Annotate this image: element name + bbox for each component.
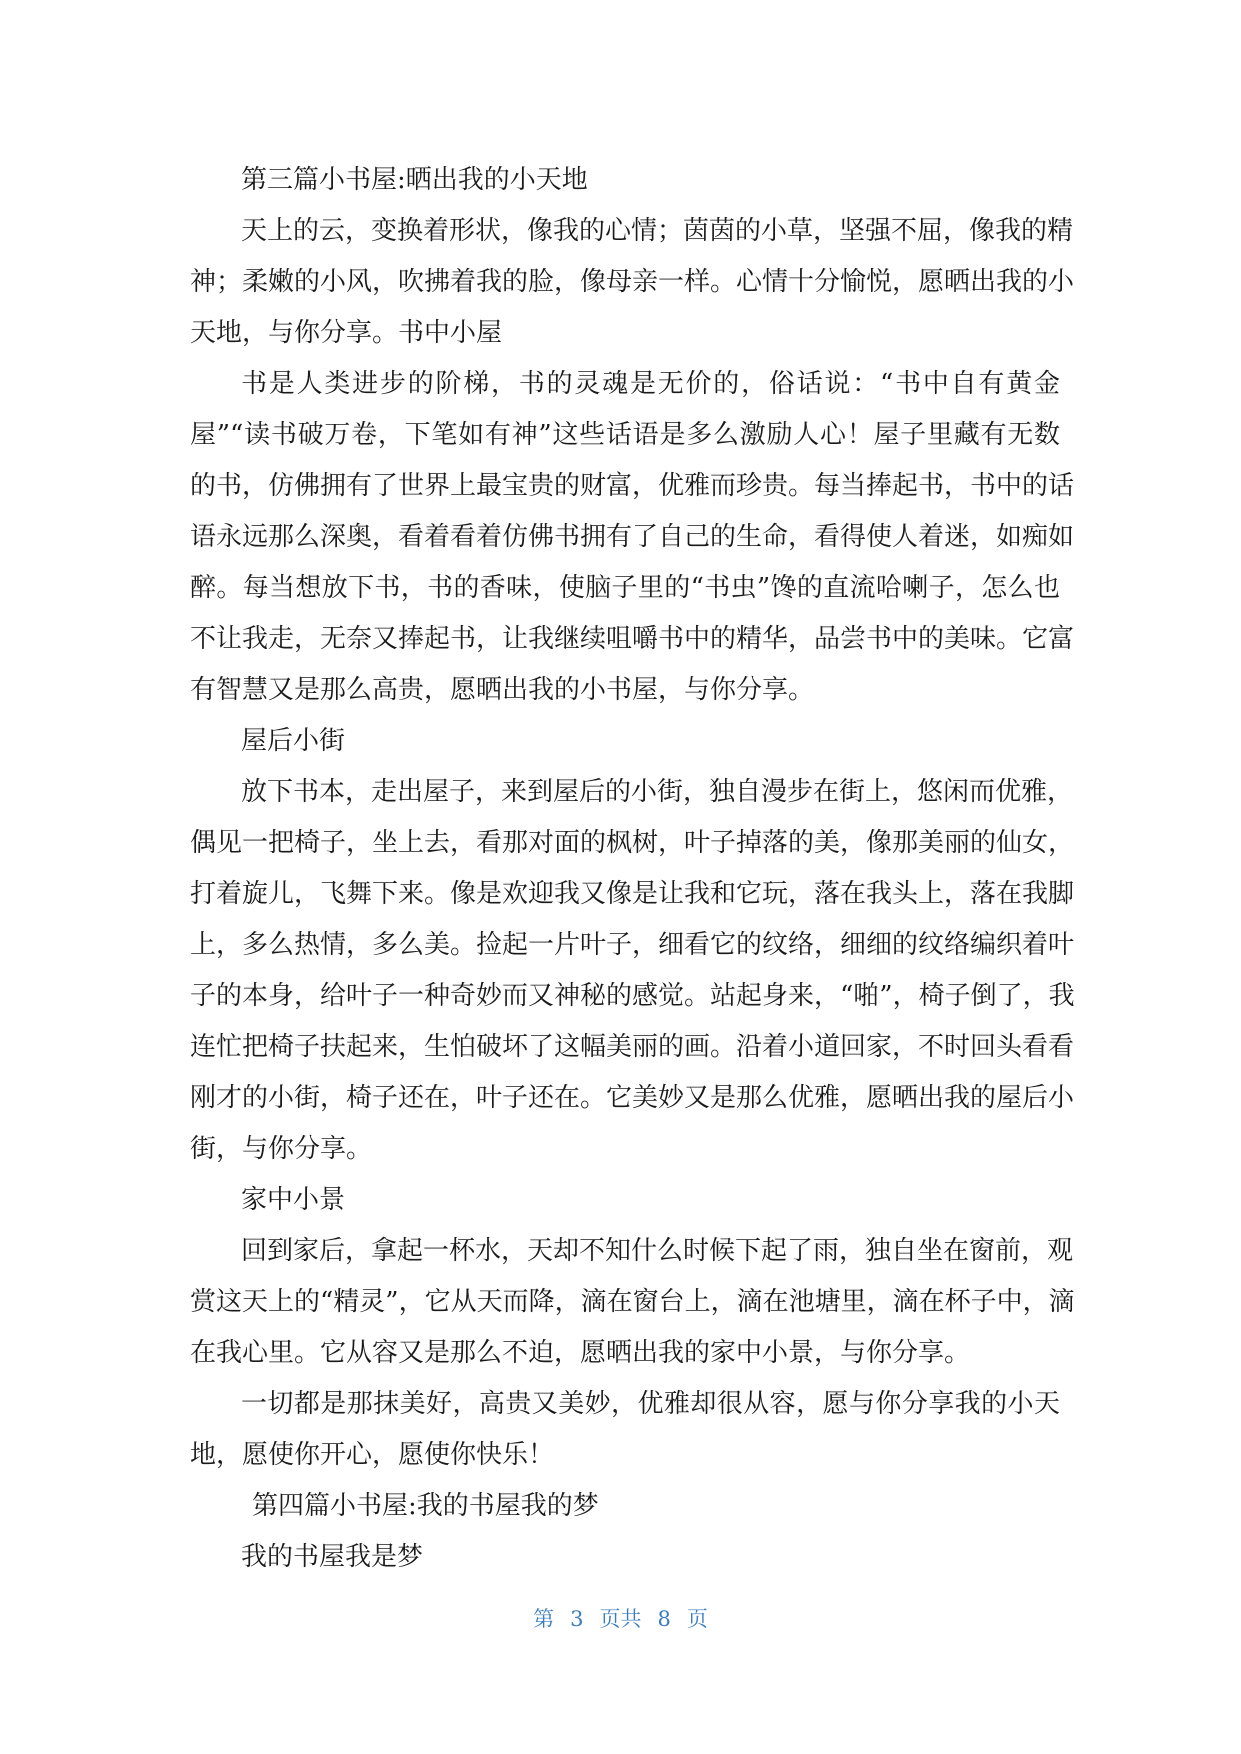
- paragraph-line: 回到家后，拿起一杯水，天却不知什么时候下起了雨，独自坐在窗前，观: [241, 1236, 1074, 1266]
- paragraph-line: 神；柔嫩的小风，吹拂着我的脸，像母亲一样。心情十分愉悦，愿晒出我的小: [190, 267, 1075, 297]
- paragraph-line: 不让我走，无奈又捧起书，让我继续咀嚼书中的精华，品尝书中的美味。它富: [190, 624, 1075, 654]
- paragraph-line: 我的书屋我是梦: [241, 1542, 424, 1572]
- paragraph-line: 地，愿使你开心，愿使你快乐！: [190, 1440, 555, 1470]
- paragraph-line: 屋”“读书破万卷，下笔如有神”这些话语是多么激励人心！屋子里藏有无数: [190, 420, 1060, 450]
- total-pages-number: 8: [657, 1607, 671, 1631]
- page-footer: [0, 1603, 1241, 1633]
- subheading-wuhou-xiaojie: 屋后小街: [241, 726, 346, 756]
- page-label-prefix: 第: [533, 1607, 555, 1631]
- paragraph-line: 连忙把椅子扶起来，生怕破坏了这幅美丽的画。沿着小道回家，不时回头看看: [190, 1032, 1075, 1062]
- page-label-suffix: 页: [686, 1607, 708, 1631]
- paragraph-line: 语永远那么深奥，看着看着仿佛书拥有了自己的生命，看得使人着迷，如痴如: [190, 522, 1075, 552]
- paragraph-line: 刚才的小街，椅子还在，叶子还在。它美妙又是那么优雅，愿晒出我的屋后小: [190, 1083, 1075, 1113]
- paragraph-line: 的书，仿佛拥有了世界上最宝贵的财富，优雅而珍贵。每当捧起书，书中的话: [190, 471, 1075, 501]
- section-heading-3: 第三篇小书屋:晒出我的小天地: [241, 165, 588, 195]
- page-label-middle: 页共: [599, 1607, 642, 1631]
- paragraph-line: 放下书本，走出屋子，来到屋后的小街，独自漫步在街上，悠闲而优雅，: [241, 777, 1074, 807]
- document-body: [190, 155, 1075, 1583]
- paragraph-line: 天上的云，变换着形状，像我的心情；茵茵的小草，坚强不屈，像我的精: [241, 216, 1074, 246]
- subheading-jiazhong-xiaojing: 家中小景: [241, 1185, 346, 1215]
- paragraph-line: 偶见一把椅子，坐上去，看那对面的枫树，叶子掉落的美，像那美丽的仙女，: [190, 828, 1075, 858]
- paragraph-line: 在我心里。它从容又是那么不迫，愿晒出我的家中小景，与你分享。: [190, 1338, 971, 1368]
- paragraph-line: 赏这天上的“精灵”，它从天而降，滴在窗台上，滴在池塘里，滴在杯子中，滴: [190, 1287, 1075, 1317]
- paragraph-line: 上，多么热情，多么美。捡起一片叶子，细看它的纹络，细细的纹络编织着叶: [190, 930, 1075, 960]
- paragraph-line: 天地，与你分享。书中小屋: [190, 318, 503, 348]
- current-page-number: 3: [570, 1607, 584, 1631]
- section-heading-4: 第四篇小书屋:我的书屋我的梦: [252, 1491, 599, 1521]
- paragraph-line: 醉。每当想放下书，书的香味，使脑子里的“书虫”馋的直流哈喇子，怎么也: [190, 573, 1060, 603]
- paragraph-line: 一切都是那抹美好，高贵又美妙，优雅却很从容，愿与你分享我的小天: [241, 1389, 1060, 1419]
- paragraph-line: 书是人类进步的阶梯，书的灵魂是无价的，俗话说：“书中自有黄金: [241, 369, 1060, 399]
- paragraph-line: 子的本身，给叶子一种奇妙而又神秘的感觉。站起身来，“啪”，椅子倒了，我: [190, 981, 1075, 1011]
- paragraph-line: 打着旋儿，飞舞下来。像是欢迎我又像是让我和它玩，落在我头上，落在我脚: [190, 879, 1075, 909]
- paragraph-line: 有智慧又是那么高贵，愿晒出我的小书屋，与你分享。: [190, 675, 815, 705]
- paragraph-line: 街，与你分享。: [190, 1134, 373, 1164]
